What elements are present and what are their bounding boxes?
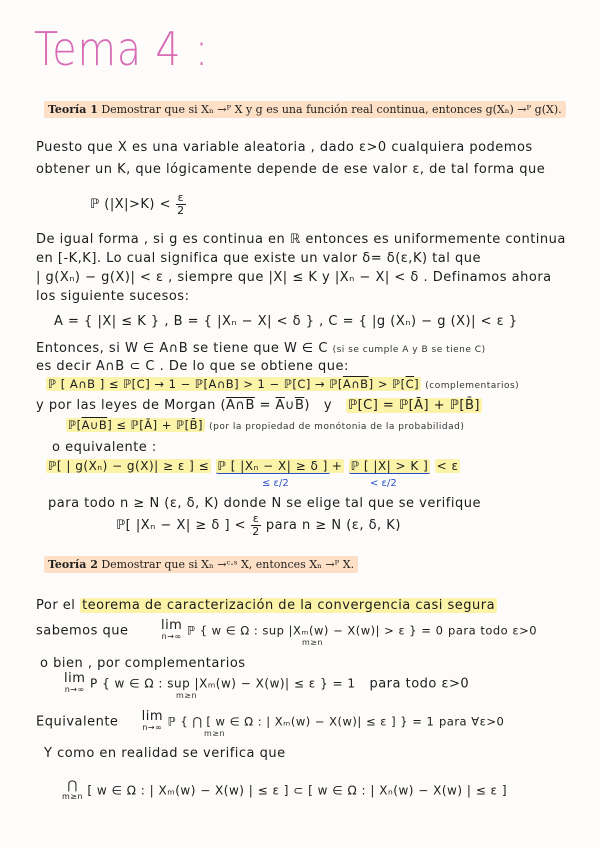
- line-2: obtener un K, que lógicamente depende de ese valor ε, de tal forma que: [36, 162, 546, 177]
- fraction-den: 2: [177, 204, 185, 217]
- line-12-a: y por las leyes de Morgan (: [36, 398, 227, 413]
- line-21-a: P { w ∈ Ω : sup |Xₘ(w) − X(w)| ≤ ε } = 1: [90, 676, 356, 691]
- theorem-2-text: Demostrar que si Xₙ →ᶜ·ˢ X, entonces Xₙ →ᴾ X.: [101, 558, 355, 571]
- lim-1-word: lim: [160, 618, 183, 633]
- cap-2-symbol: ⋂: [67, 778, 78, 792]
- theorem-2-label: Teoría 2: [48, 558, 98, 571]
- complement-a-cup-b: A∪B: [81, 418, 108, 432]
- lim-1-sub: n→∞: [161, 632, 182, 641]
- line-22-c: para ∀ε>0: [438, 714, 505, 729]
- line-21: [64, 671, 470, 700]
- line-24: [62, 780, 507, 802]
- line-9-note: (si se cumple A y B se tiene C): [332, 345, 486, 355]
- sup-2-sub: m≥n: [176, 691, 198, 700]
- theorem-1-text: Demostrar que si Xₙ →ᴾ X y g es una función real continua, entonces g(Xₙ) →ᴾ g(X).: [101, 103, 562, 116]
- lim-3-sub: n→∞: [142, 723, 163, 732]
- line-18-b: teorema de caracterización de la convergencia casi segura: [82, 598, 496, 613]
- line-4: De igual forma , si g es continua en ℝ entonces es uniformemente continua: [36, 232, 566, 247]
- lim-2-word: lim: [64, 671, 86, 686]
- complement-c: $\overline{C}$: [405, 377, 415, 391]
- brace-label-1: ≤ ε/2: [262, 478, 289, 489]
- fraction-den-2: 2: [252, 525, 260, 538]
- theorem-1-label: Teoría 1: [48, 103, 98, 116]
- line-11-a: ℙ [ A∩B ] ≤ ℙ[C] → 1 − ℙ[A∩B] > 1 − ℙ[C] → ℙ[: [48, 377, 343, 391]
- line-3: [90, 192, 186, 217]
- line-11: [46, 377, 519, 391]
- cap-2-sub: m≥n: [62, 792, 84, 801]
- lim-2: [64, 673, 85, 695]
- sup-1-sub: m≥n: [302, 638, 324, 647]
- brace-label-2: < ε/2: [370, 478, 397, 489]
- line-13-main: [66, 418, 205, 432]
- line-19-a: sabemos que: [36, 623, 129, 639]
- line-11-b: ] > ℙ[: [368, 377, 406, 391]
- line-1: Puesto que X es una variable aleatoria , dado ε>0 cualquiera podemos: [36, 140, 533, 155]
- lim-3: [142, 711, 163, 733]
- line-17-a: ℙ[ |Xₙ − X| ≥ δ ] <: [116, 518, 247, 533]
- line-15-b: ℙ [ |Xₙ − X| ≥ δ ]: [217, 459, 328, 473]
- theorem-1-box: [44, 101, 566, 118]
- line-22: [36, 709, 505, 738]
- morgan-close: ): [304, 398, 310, 413]
- line-15: [46, 459, 460, 473]
- line-6: | g(Xₙ) − g(X)| < ε , siempre que |X| ≤ K y |Xₙ − X| < δ . Definamos ahora: [36, 270, 552, 285]
- line-15-plus: +: [331, 459, 343, 473]
- line-12-b: ℙ[C] = ℙ[Ā] + ℙ[B̄]: [347, 398, 480, 413]
- line-5: en [-K,K]. Lo cual significa que existe un valor δ= δ(ε,K) tal que: [36, 251, 481, 266]
- complement-a-cap-b: A∩B: [342, 377, 369, 391]
- cap-1-sub: m≥n: [204, 729, 226, 738]
- line-9: [36, 341, 486, 356]
- morgan-a: $\overline{A}$: [275, 398, 285, 413]
- fraction-num-2: ε: [252, 512, 260, 525]
- line-17: [116, 513, 401, 538]
- line-16: para todo n ≥ N (ε, δ, K) donde N se elige tal que se verifique: [48, 496, 481, 511]
- line-13: [66, 418, 464, 432]
- line-11-note: (complementarios): [425, 381, 520, 391]
- fraction-eps-half: [176, 192, 186, 217]
- line-10: es decir A∩B ⊂ C . De lo que se obtiene que:: [36, 359, 349, 374]
- line-13-note: (por la propiedad de monótonia de la probabilidad): [209, 422, 465, 432]
- line-19-c: para todo ε>0: [448, 623, 538, 638]
- line-13-b: ] ≤ ℙ[Ā] + ℙ[B̄]: [107, 418, 203, 432]
- morgan-union: ∪: [284, 398, 295, 413]
- morgan-a-cap-b: A∩B: [226, 398, 255, 413]
- line-7: los siguiente sucesos:: [36, 289, 190, 304]
- line-17-b: para n ≥ N (ε, δ, K): [265, 518, 401, 533]
- fraction-eps-half-2: [251, 513, 261, 538]
- line-13-a: ℙ[: [68, 418, 82, 432]
- line-22-a: Equivalente: [36, 714, 119, 730]
- morgan-eq: =: [254, 398, 276, 413]
- theorem-2-box: [44, 556, 358, 573]
- line-14: o equivalente :: [52, 440, 157, 455]
- line-12: [36, 398, 482, 413]
- lim-2-sub: n→∞: [64, 685, 85, 694]
- line-21-b: para todo ε>0: [369, 676, 470, 692]
- lim-3-word: lim: [141, 709, 163, 724]
- lim-1: [161, 620, 182, 642]
- line-15-a: ℙ[ | g(Xₙ) − g(X)| ≥ ε ] ≤: [48, 459, 210, 473]
- line-8-events: A = { |X| ≤ K } , B = { |Xₙ − X| < δ } , C = { |g (Xₙ) − g (X)| < ε }: [54, 314, 518, 329]
- line-19: [36, 618, 538, 647]
- line-18: [36, 598, 497, 613]
- line-9-main: Entonces, si W ∈ A∩B se tiene que W ∈ C: [36, 341, 328, 356]
- line-12-y: y: [323, 398, 333, 413]
- page-title: Tema 4 :: [34, 22, 210, 76]
- line-24-b: [ w ∈ Ω : | Xₘ(w) − X(w) | ≤ ε ] ⊂ [ w ∈ Ω : | Xₙ(w) − X(w) | ≤ ε ]: [87, 783, 508, 798]
- cap-2: [62, 780, 83, 802]
- line-22-b: ℙ { ⋂ [ w ∈ Ω : | Xₘ(w) − X(w)| ≤ ε ] } = 1: [167, 714, 435, 729]
- line-15-e: < ε: [436, 459, 459, 473]
- fraction-num: ε: [177, 191, 185, 204]
- line-23: Y como en realidad se verifica que: [44, 746, 286, 761]
- prob-bound-k: ℙ (|X|>K) <: [90, 197, 171, 212]
- line-18-a: Por el: [36, 598, 76, 613]
- line-11-main: [46, 377, 421, 391]
- line-11-c: ]: [414, 377, 420, 391]
- line-19-b: ℙ { w ∈ Ω : sup |Xₘ(w) − X(w)| > ε } = 0: [186, 623, 444, 638]
- line-20: o bien , por complementarios: [40, 656, 246, 671]
- line-15-d: ℙ [ |X| > K ]: [350, 459, 429, 473]
- morgan-b: $\overline{B}$: [294, 398, 305, 413]
